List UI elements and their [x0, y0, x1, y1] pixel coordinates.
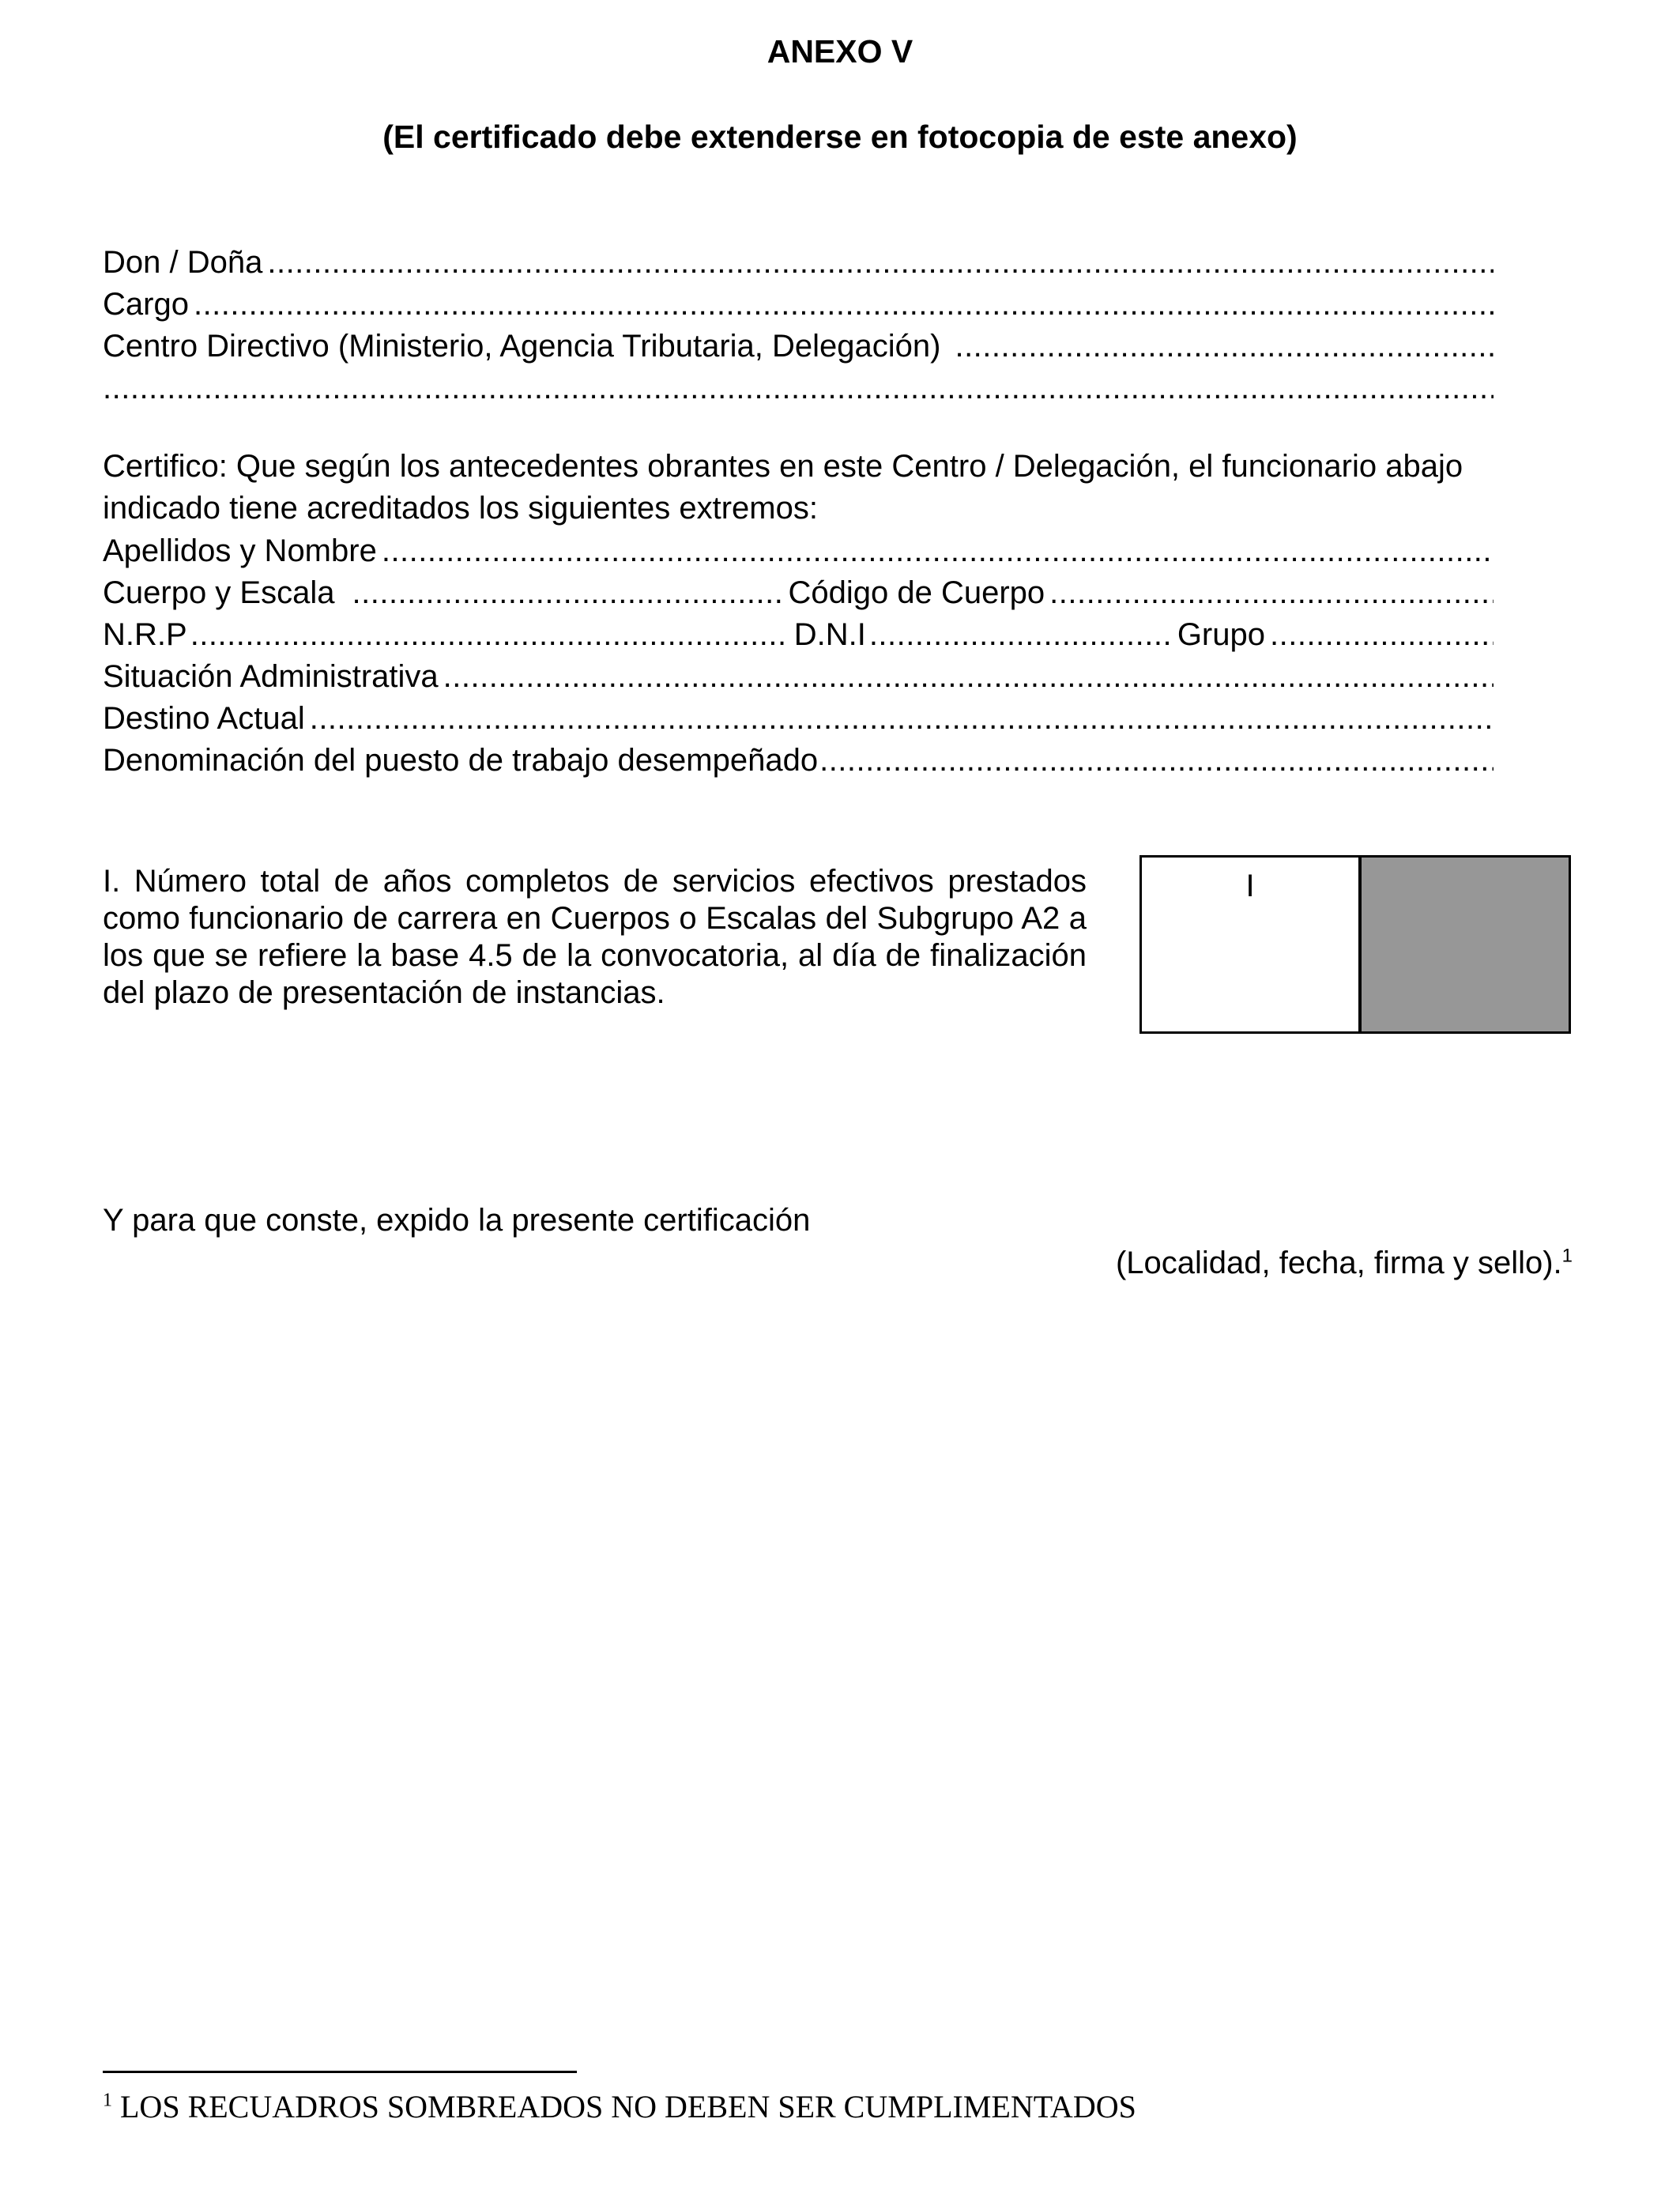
closing-text: Y para que conste, expido la presente certificación: [103, 1203, 811, 1238]
cuerpo-line: [103, 572, 1494, 614]
footnote-text: LOS RECUADROS SOMBREADOS NO DEBEN SER CUMPLIMENTADOS: [120, 2089, 1136, 2124]
certifier-block: [103, 242, 1494, 409]
signature-text: (Localidad, fecha, firma y sello).: [1115, 1246, 1562, 1280]
denominacion-fill-field[interactable]: [819, 740, 1494, 782]
continuation-line: [103, 368, 1494, 409]
codigo-cuerpo-label: Código de Cuerpo: [788, 575, 1045, 610]
cuerpo-escala-label: Cuerpo y Escala: [103, 575, 335, 610]
footnote-divider: [103, 2071, 577, 2073]
situacion-fill-field[interactable]: [443, 656, 1494, 698]
denominacion-line: [103, 740, 1494, 782]
cargo-fill-field[interactable]: [194, 284, 1494, 326]
apellidos-line: [103, 530, 1494, 572]
document-subtitle: (El certificado debe extenderse en fotocopia de este anexo): [382, 119, 1298, 155]
codigo-cuerpo-fill-field[interactable]: [1049, 572, 1494, 614]
years-box-label: I: [1245, 869, 1255, 903]
nrp-fill-field[interactable]: [190, 614, 789, 656]
section-one-text: I. Número total de años completos de servicios efectivos prestados como funcionario de carrera en Cuerpos o Escalas del Subgrupo A2 a los que se refiere la base 4.5 de la convocatoria, al día de finalización del plazo de presentación de instancias.: [103, 864, 1087, 1010]
nrp-line: [103, 614, 1494, 656]
situacion-label: Situación Administrativa: [103, 659, 439, 694]
grupo-label: Grupo: [1177, 617, 1265, 652]
situacion-line: [103, 656, 1494, 698]
footnote: [103, 2087, 1136, 2128]
apellidos-label: Apellidos y Nombre: [103, 533, 377, 568]
don-dona-line: [103, 242, 1494, 284]
cuerpo-escala-fill-field[interactable]: [352, 572, 783, 614]
cargo-line: [103, 284, 1494, 326]
don-dona-label: Don / Doña: [103, 245, 263, 280]
centro-directivo-line: [103, 326, 1494, 368]
document-title: ANEXO V: [767, 33, 913, 70]
grupo-fill-field[interactable]: [1270, 614, 1494, 656]
years-entry-box[interactable]: [1139, 855, 1361, 1034]
apellidos-fill-field[interactable]: [382, 530, 1494, 572]
shaded-box: [1361, 855, 1571, 1034]
destino-fill-field[interactable]: [310, 698, 1494, 740]
destino-line: [103, 698, 1494, 740]
dni-fill-field[interactable]: [869, 614, 1173, 656]
footnote-marker: 1: [103, 2090, 112, 2111]
certifico-paragraph: Certifico: Que según los antecedentes obrantes en este Centro / Delegación, el funcionario abajo indicado tiene acreditados los siguientes extremos:: [103, 449, 1463, 526]
footnote-reference: 1: [1561, 1245, 1573, 1267]
dni-label: D.N.I: [793, 617, 866, 652]
nrp-label: N.R.P: [103, 617, 187, 652]
continuation-fill-field[interactable]: [103, 368, 1494, 409]
employee-fields-block: [103, 530, 1494, 782]
don-dona-fill-field[interactable]: [267, 242, 1494, 284]
destino-label: Destino Actual: [103, 701, 305, 736]
cargo-label: Cargo: [103, 287, 189, 322]
centro-directivo-label: Centro Directivo (Ministerio, Agencia Tributaria, Delegación): [103, 329, 941, 364]
signature-line: [1116, 1242, 1573, 1284]
denominacion-label: Denominación del puesto de trabajo desempeñado: [103, 743, 819, 778]
centro-directivo-fill-field[interactable]: [955, 326, 1494, 368]
